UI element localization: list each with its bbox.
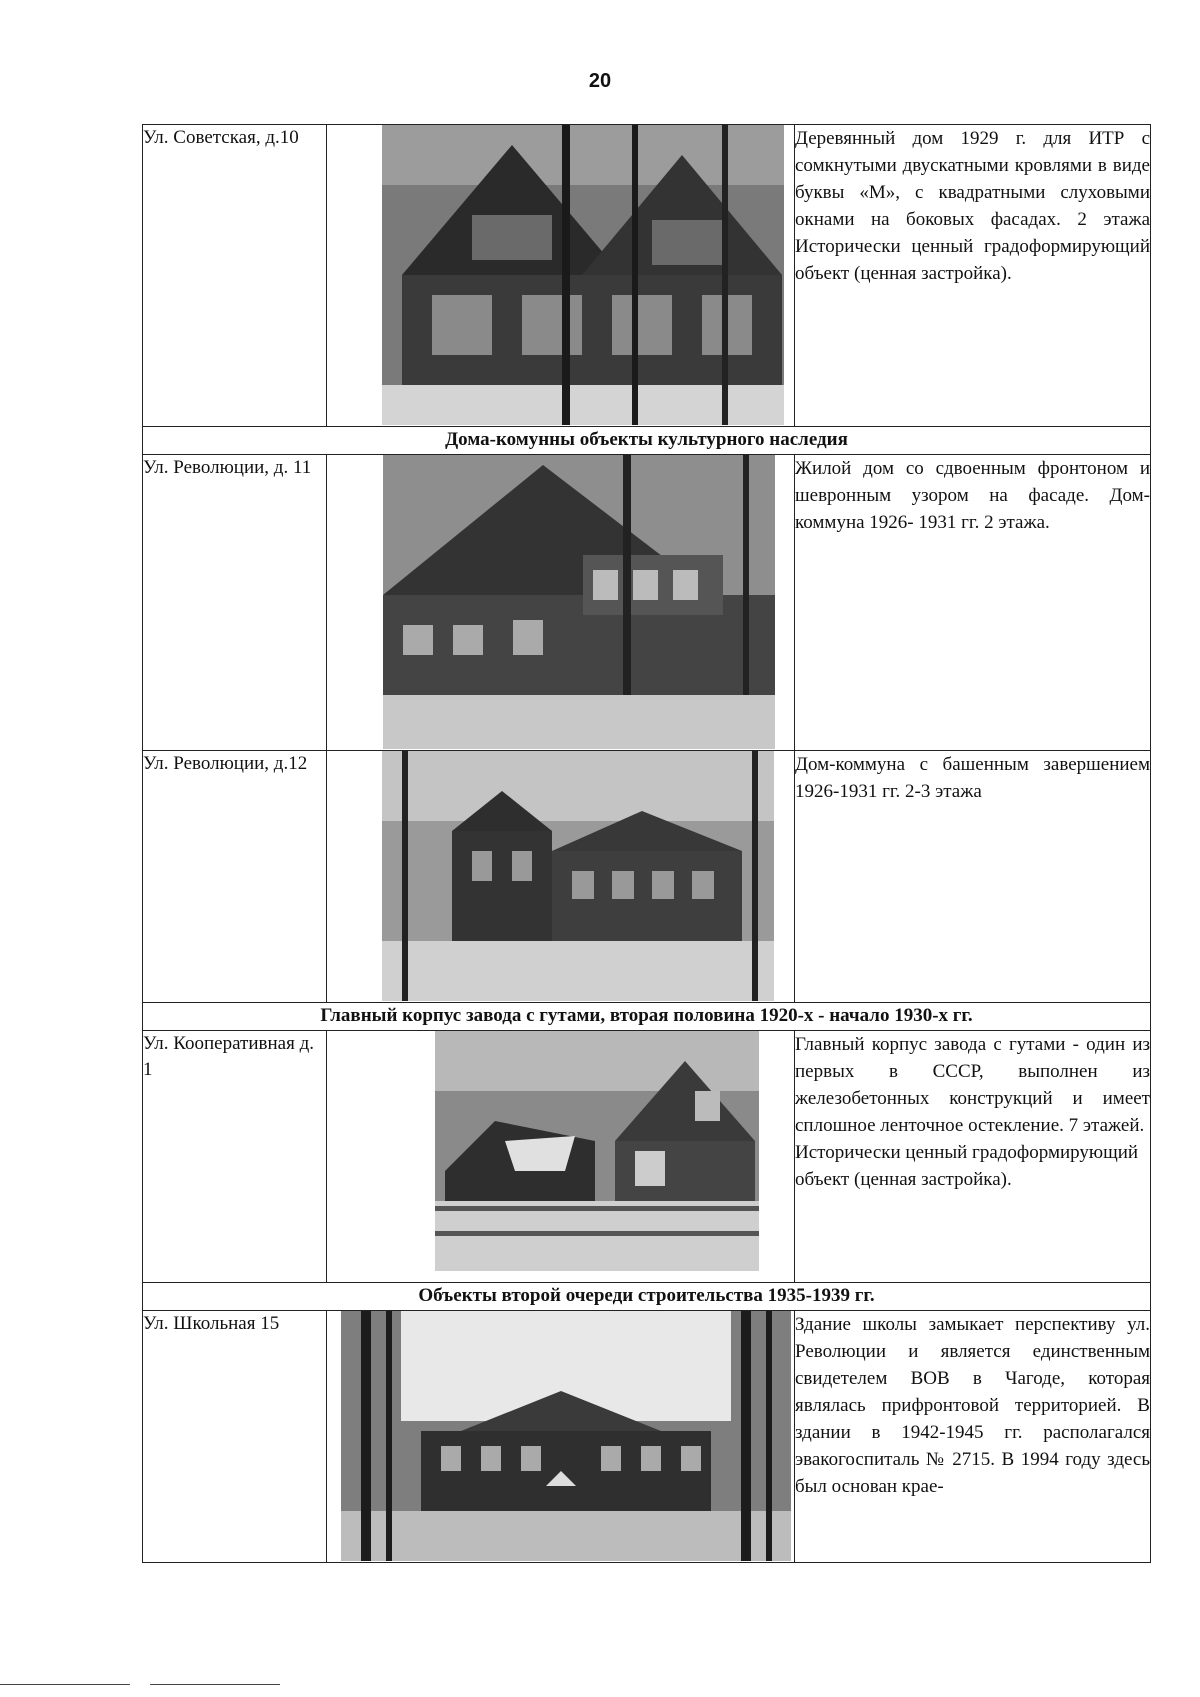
table-row xyxy=(143,455,1151,751)
address-cell: Ул. Революции, д.12 xyxy=(143,751,327,1003)
description-cell: Жилой дом со сдвоенным фронтоном и шевронным узором на фасаде. Дом-коммуна 1926- 1931 гг. 2 этажа. xyxy=(795,455,1151,751)
section-heading: Дома-комунны объекты культурного наследия xyxy=(143,427,1151,455)
photo-cell xyxy=(327,751,795,1003)
address-cell: Ул. Школьная 15 xyxy=(143,1311,327,1563)
section-row xyxy=(143,1283,1151,1311)
school-building-photo xyxy=(341,1311,791,1561)
address-cell: Ул. Советская, д.10 xyxy=(143,125,327,427)
photo-cell xyxy=(327,1311,795,1563)
table-row xyxy=(143,751,1151,1003)
address-cell: Ул. Кооперативная д. 1 xyxy=(143,1031,327,1283)
section-row xyxy=(143,1003,1151,1031)
description-cell xyxy=(795,1031,1151,1283)
address-cell: Ул. Революции, д. 11 xyxy=(143,455,327,751)
factory-building-photo xyxy=(435,1031,759,1271)
table-row xyxy=(143,125,1151,427)
section-row xyxy=(143,427,1151,455)
description-cell: Дом-коммуна с башенным завершением 1926-1931 гг. 2-3 этажа xyxy=(795,751,1151,1003)
description-cell: Здание школы замыкает перспективу ул. Революции и является единственным свидетелем ВОВ в Чагоде, которая являлась прифронтовой территорией. В здании в 1942-1945 гг. располагался эвакогоспиталь № 2715. В 1994 году здесь был основан крае- xyxy=(795,1311,1151,1563)
photo-cell xyxy=(327,125,795,427)
wooden-house-photo xyxy=(382,125,784,425)
tower-house-photo xyxy=(382,751,774,1001)
photo-cell xyxy=(327,1031,795,1283)
page-number: 20 xyxy=(588,70,612,92)
photo-cell xyxy=(327,455,795,751)
table-row xyxy=(143,1031,1151,1283)
description-text: Главный корпус завода с гутами - один из первых в СССР, выполнен из железобетонных конструкций и имеет сплошное ленточное остекление. 7 этажей. xyxy=(795,1034,1150,1136)
description-cell: Деревянный дом 1929 г. для ИТР с сомкнутыми двускатными кровлями в виде буквы «М», с квадратными слуховыми окнами на боковых фасадах. 2 этажа Исторически ценный градоформирующий объект (ценная застройка). xyxy=(795,125,1151,427)
section-heading: Объекты второй очереди строительства 1935-1939 гг. xyxy=(143,1283,1151,1311)
heritage-objects-table xyxy=(142,124,1151,1563)
table-row xyxy=(143,1311,1151,1563)
description-text-2: Исторически ценный градоформирующий объект (ценная застройка). xyxy=(795,1142,1139,1190)
footer-rule xyxy=(0,1684,300,1686)
commune-house-photo xyxy=(383,455,775,749)
section-heading: Главный корпус завода с гутами, вторая половина 1920-х - начало 1930-х гг. xyxy=(143,1003,1151,1031)
